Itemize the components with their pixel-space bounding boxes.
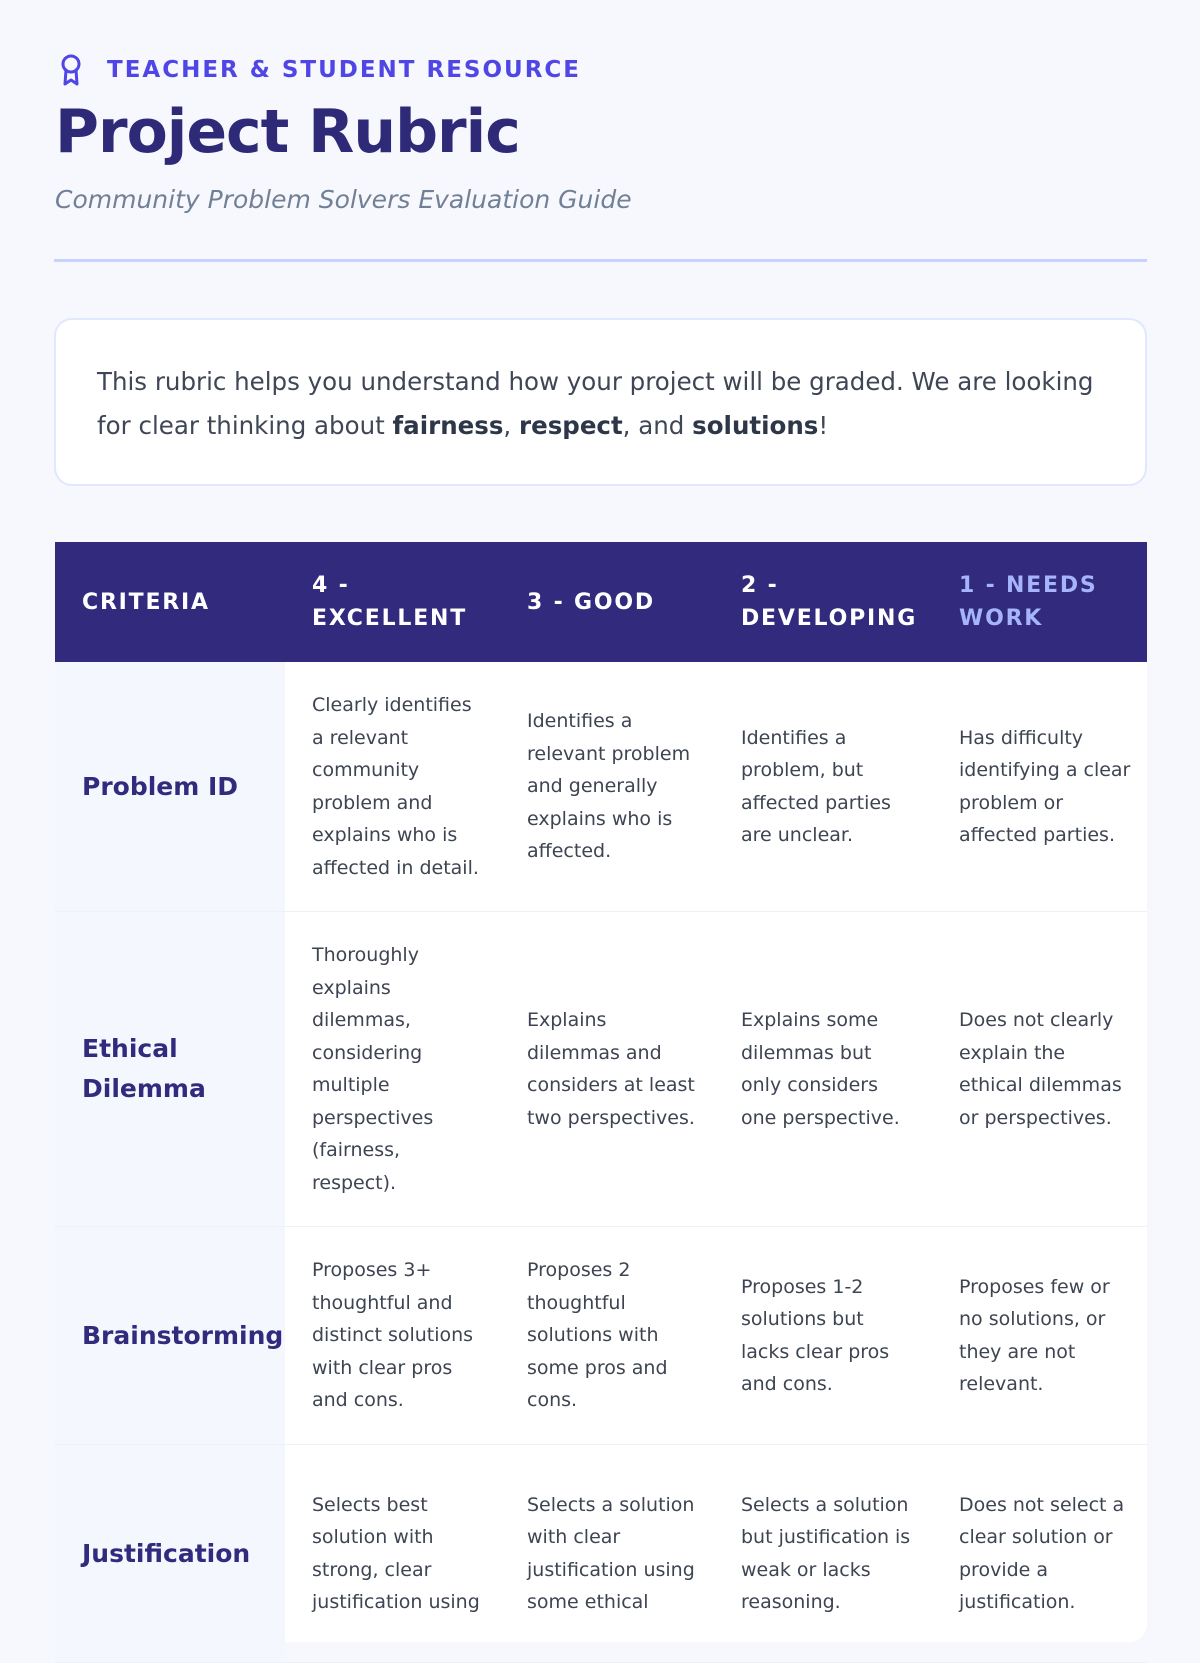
table-row	[55, 912, 1147, 1227]
cell-needs-work: Does not select a clear solution or provide a justification.	[959, 1493, 1125, 1613]
cell-good: Identifies a relevant problem and generally explains who is affected.	[527, 710, 691, 863]
cell-developing: Explains some dilemmas but only considers one perspective.	[741, 1009, 900, 1129]
cell-needs-work: Proposes few or no solutions, or they are not relevant.	[959, 1275, 1110, 1395]
header-excellent: 4 - EXCELLENT	[312, 573, 468, 631]
cell-excellent: Thoroughly explains dilemmas, considering multiple perspectives (fairness, respect).	[312, 944, 434, 1194]
divider	[54, 259, 1147, 262]
table-row	[55, 662, 1147, 912]
criteria-label: Ethical Dilemma	[82, 1034, 206, 1103]
cell-good: Explains dilemmas and considers at least two perspectives.	[527, 1009, 695, 1129]
intro-keyword-respect: respect	[519, 411, 623, 440]
eyebrow	[55, 52, 581, 88]
header-needs-work: 1 - NEEDS WORK	[959, 573, 1098, 631]
rubric-table	[55, 542, 1147, 1642]
award-ribbon-icon	[55, 52, 87, 88]
cell-developing: Proposes 1-2 solutions but lacks clear pros and cons.	[741, 1275, 890, 1395]
cell-needs-work: Does not clearly explain the ethical dilemmas or perspectives.	[959, 1009, 1122, 1129]
header-developing: 2 - DEVELOPING	[741, 573, 918, 631]
intro-text: This rubric helps you understand how your project will be graded. We are looking for clear thinking about	[97, 367, 1094, 440]
criteria-label: Brainstorming	[82, 1320, 284, 1350]
intro-keyword-solutions: solutions	[692, 411, 819, 440]
cell-excellent: Clearly identifies a relevant community problem and explains who is affected in detail.	[312, 694, 479, 879]
intro-keyword-fairness: fairness	[392, 411, 504, 440]
intro-separator: , and	[622, 411, 693, 440]
page-subtitle: Community Problem Solvers Evaluation Guide	[55, 185, 632, 214]
cell-needs-work: Has difficulty identifying a clear problem or affected parties.	[959, 726, 1131, 846]
criteria-label: Justification	[82, 1538, 251, 1568]
intro-card	[54, 318, 1147, 486]
table-header	[55, 542, 1147, 662]
table-row	[55, 1445, 1147, 1663]
cell-developing: Selects a solution but justification is weak or lacks reasoning.	[741, 1493, 911, 1613]
header-good: 3 - GOOD	[527, 589, 655, 615]
cell-good: Selects a solution with clear justification using some ethical	[527, 1493, 695, 1613]
header-criteria: CRITERIA	[82, 589, 210, 615]
eyebrow-label: TEACHER & STUDENT RESOURCE	[107, 57, 582, 83]
page-title: Project Rubric	[55, 97, 520, 167]
cell-excellent: Proposes 3+ thoughtful and distinct solutions with clear pros and cons.	[312, 1259, 474, 1412]
intro-end: !	[818, 411, 829, 440]
cell-excellent: Selects best solution with strong, clear justification using	[312, 1493, 480, 1613]
table-row	[55, 1227, 1147, 1445]
cell-good: Proposes 2 thoughtful solutions with some pros and cons.	[527, 1259, 668, 1412]
cell-developing: Identifies a problem, but affected parties are unclear.	[741, 726, 891, 846]
intro-separator: ,	[503, 411, 519, 440]
criteria-label: Problem ID	[82, 771, 239, 801]
